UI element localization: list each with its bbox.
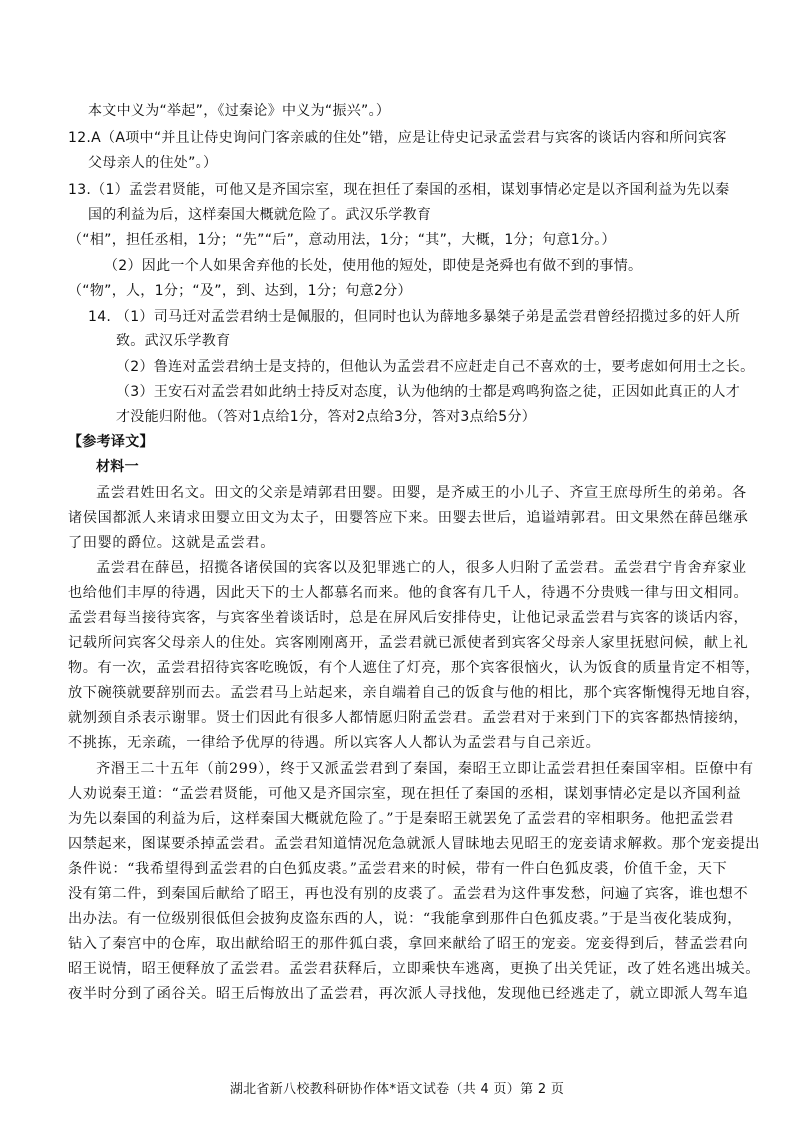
answer-q12-line2: 父母亲人的住处”。） xyxy=(88,155,218,171)
translation-p3-line: 昭王说情，昭王便释放了孟尝君。孟尝君获释后，立即乘快车逃离，更换了出关凭证，改了姓名逃出城关。 xyxy=(68,961,761,977)
answer-q14-3-line1: （3）王安石对孟尝君如此纳士持反对态度，认为他纳的士都是鸡鸣狗盗之徒，正因如此真正的人才 xyxy=(116,384,741,400)
translation-p2-line: 放下碗筷就要辞别而去。孟尝君马上站起来，亲自端着自己的饭食与他的相比，那个宾客惭愧得无地自容， xyxy=(68,685,761,701)
translation-p2-line: 记载所问宾客父母亲人的住处。宾客刚刚离开，孟尝君就已派使者到宾客父母亲人家里抚慰问候，献上礼 xyxy=(68,635,749,651)
translation-p2-line: 就刎颈自杀表示谢罪。贤士们因此有很多人都情愿归附孟尝君。孟尝君对于来到门下的宾客都热情接纳， xyxy=(68,710,749,726)
translation-p3-line: 钻入了秦宫中的仓库，取出献给昭王的那件狐白裘，拿回来献给了昭王的宠妾。宠妾得到后，替孟尝君向 xyxy=(68,936,749,952)
translation-p3-line: 为先以秦国的利益为后，这样秦国大概就危险了。”于是秦昭王就罢免了孟尝君的宰相职务。他把孟尝君 xyxy=(68,811,735,827)
translation-p2-line: 也给他们丰厚的待遇，因此天下的士人都慕名而来。他的食客有几千人，待遇不分贵贱一律与田文相同。 xyxy=(68,585,749,601)
translation-p3-line: 囚禁起来，图谋要杀掉孟尝君。孟尝君知道情况危急就派人冒昧地去见昭王的宠妾请求解救。那个宠妾提出 xyxy=(68,836,761,852)
translation-p3-line: 齐湣王二十五年（前299），终于又派孟尝君到了秦国，秦昭王立即让孟尝君担任秦国宰相。臣僚中有 xyxy=(96,761,754,777)
answer-q13-1-line2: 国的利益为后，这样秦国大概就危险了。武汉乐学教育 xyxy=(88,207,432,223)
translation-p1-line: 了田婴的爵位。这就是孟尝君。 xyxy=(68,535,276,551)
answer-q14-1-line2: 致。武汉乐学教育 xyxy=(116,333,231,349)
answer-q14-1-line1: 14. （1）司马迁对孟尝君纳士是佩服的，但同时也认为薛地多暴桀子弟是孟尝君曾经招揽过多的奸人所 xyxy=(88,309,741,325)
answer-q14-2-line1: （2）鲁连对孟尝君纳士是支持的，但他认为孟尝君不应赶走自己不喜欢的士，要考虑如何用士之长。 xyxy=(116,359,755,375)
translation-p2-line: 孟尝君每当接待宾客，与宾客坐着谈话时，总是在屏风后安排侍史，让他记录孟尝君与宾客的谈话内容， xyxy=(68,610,749,626)
translation-p1-line: 诸侯国都派人来请求田婴立田文为太子，田婴答应下来。田婴去世后，追谥靖郭君。田文果然在薛邑继承 xyxy=(68,510,749,526)
translation-heading: 【参考译文】 xyxy=(68,434,154,450)
translation-p2-line: 孟尝君在薛邑，招揽各诸侯国的宾客以及犯罪逃亡的人，很多人归附了孟尝君。孟尝君宁肯舍弃家业 xyxy=(96,560,747,576)
answer-q13-2-score: （“物”，人，1分；“及”，到、达到，1分；句意2分） xyxy=(68,283,412,299)
answer-note-continuation: 本文中义为“举起”，《过秦论》中义为“振兴”。） xyxy=(88,103,391,119)
translation-p3-line: 条件说：“我希望得到孟尝君的白色狐皮裘。”孟尝君来的时候，带有一件白色狐皮裘，价值千金，天下 xyxy=(68,861,728,877)
translation-subheading-material-1: 材料一 xyxy=(96,459,139,475)
answer-q12-line1: 12.A（A项中“并且让侍史询问门客亲戚的住处”错，应是让侍史记录孟尝君与宾客的谈话内容和所问宾客 xyxy=(68,130,727,146)
translation-p3-line: 出办法。有一位级别很低但会披狗皮盗东西的人，说：“我能拿到那件白色狐皮裘。”于是当夜化装成狗， xyxy=(68,911,743,927)
answer-q13-1-line1: 13.（1）孟尝君贤能，可他又是齐国宗室，现在担任了秦国的丞相，谋划事情必定是以齐国利益为先以秦 xyxy=(68,182,730,198)
translation-p2-line: 物。有一次，孟尝君招待宾客吃晚饭，有个人遮住了灯亮，那个宾客很恼火，认为饭食的质量肯定不相等， xyxy=(68,660,761,676)
answer-q13-1-score: （“相”，担任丞相，1分；“先”“后”，意动用法，1分；“其”，大概，1分；句意1分。） xyxy=(68,232,616,248)
translation-p3-line: 没有第二件，到秦国后献给了昭王，再也没有别的皮裘了。孟尝君为这件事发愁，问遍了宾客，谁也想不 xyxy=(68,886,749,902)
translation-p1-line: 孟尝君姓田名文。田文的父亲是靖郭君田婴。田婴，是齐威王的小儿子、齐宣王庶母所生的弟弟。各 xyxy=(96,485,747,501)
page-footer: 湖北省新八校教科研协作体*语文试卷（共 4 页）第 2 页 xyxy=(229,1082,565,1097)
translation-p3-line: 夜半时分到了函谷关。昭王后悔放出了孟尝君，再次派人寻找他，发现他已经逃走了，就立即派人驾车追 xyxy=(68,986,749,1002)
answer-q13-2-line1: （2）因此一个人如果舍弃他的长处，使用他的短处，即使是尧舜也有做不到的事情。 xyxy=(104,258,643,274)
translation-p3-line: 人劝说秦王道：“孟尝君贤能，可他又是齐国宗室，现在担任了秦国的丞相，谋划事情必定是以齐国利益 xyxy=(68,786,742,802)
answer-q14-3-line2: 才没能归附他。（答对1点给1分，答对2点给3分，答对3点给5分） xyxy=(116,409,537,425)
translation-p2-line: 不挑拣，无亲疏，一律给予优厚的待遇。所以宾客人人都认为孟尝君与自己亲近。 xyxy=(68,735,601,751)
